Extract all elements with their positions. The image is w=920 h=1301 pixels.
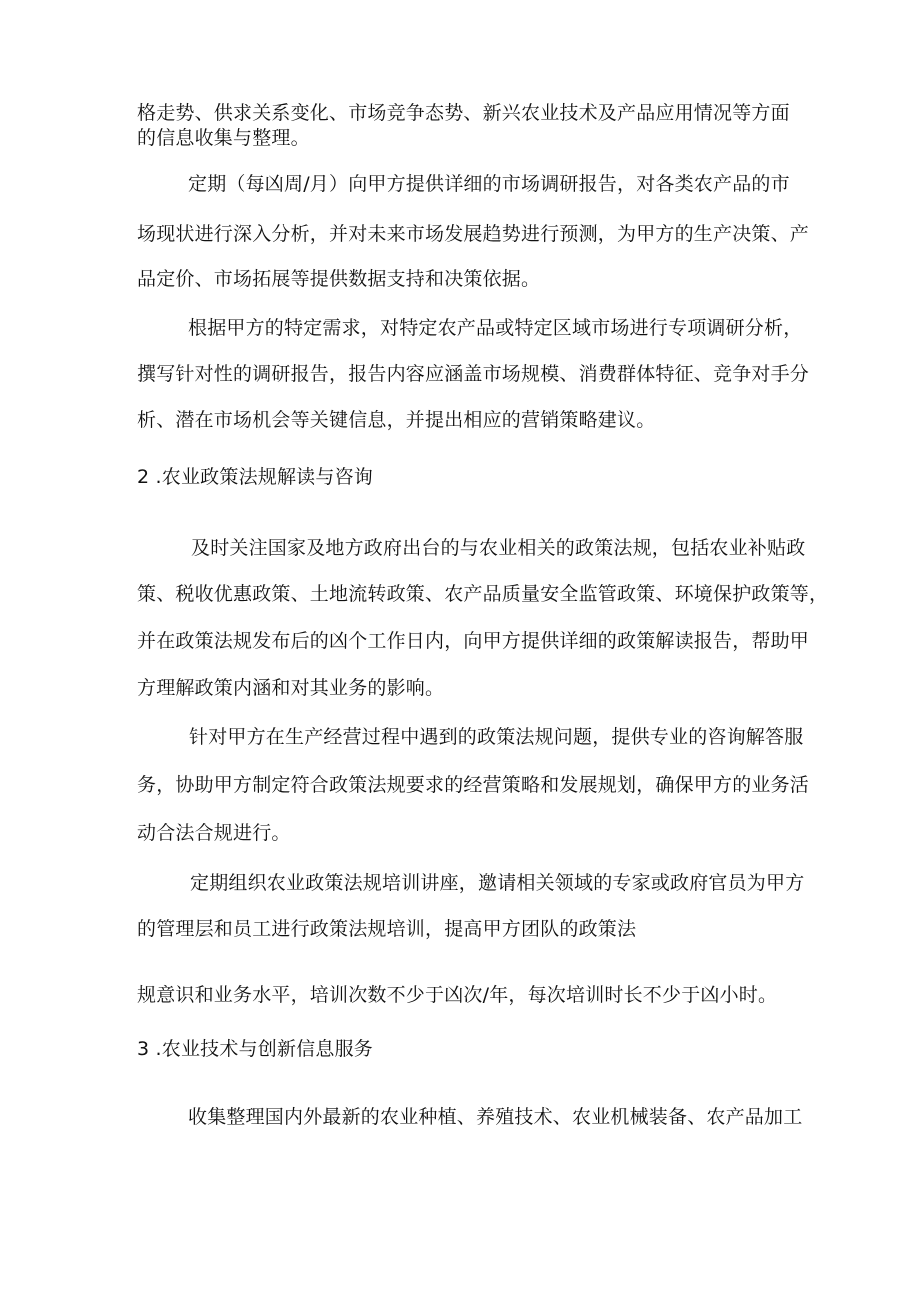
paragraph-line: 并在政策法规发布后的凶个工作日内，向甲方提供详细的政策解读报告，帮助甲 [137, 630, 810, 652]
paragraph-line: 定期组织农业政策法规培训讲座，邀请相关领域的专家或政府官员为甲方 [190, 872, 805, 894]
paragraph-line: 收集整理国内外最新的农业种植、养殖技术、农业机械装备、农产品加工 [188, 1106, 803, 1128]
paragraph-line: 撰写针对性的调研报告，报告内容应涵盖市场规模、消费群体特征、竞争对手分 [137, 363, 810, 385]
paragraph-line: 的管理层和员工进行政策法规培训，提高甲方团队的政策法 [137, 918, 637, 940]
paragraph-line: 方理解政策内涵和对其业务的影响。 [137, 677, 445, 699]
paragraph-line: 及时关注国家及地方政府出台的与农业相关的政策法规，包括农业补贴政 [191, 537, 806, 559]
paragraph-line: 的信息收集与整理。 [137, 127, 310, 149]
paragraph-line: 动合法合规进行。 [137, 822, 291, 844]
paragraph-line: 务，协助甲方制定符合政策法规要求的经营策略和发展规划，确保甲方的业务活 [137, 774, 810, 796]
paragraph-line: 定期（每凶周/月）向甲方提供详细的市场调研报告，对各类农产品的市 [188, 173, 790, 195]
paragraph-line: 策、税收优惠政策、土地流转政策、农产品质量安全监管政策、环境保护政策等， [137, 583, 829, 605]
section-heading: 2 .农业政策法规解读与咨询 [137, 466, 373, 488]
paragraph-line: 品定价、市场拓展等提供数据支持和决策依据。 [137, 268, 541, 290]
paragraph-line: 析、潜在市场机会等关键信息，并提出相应的营销策略建议。 [137, 409, 656, 431]
paragraph-line: 针对甲方在生产经营过程中遇到的政策法规问题，提供专业的咨询解答服 [189, 726, 804, 748]
paragraph-line: 场现状进行深入分析，并对未来市场发展趋势进行预测，为甲方的生产决策、产 [137, 223, 810, 245]
paragraph-line: 根据甲方的特定需求，对特定农产品或特定区域市场进行专项调研分析， [188, 317, 803, 339]
paragraph-line: 规意识和业务水平，培训次数不少于凶次/年，每次培训时长不少于凶小时。 [137, 984, 778, 1006]
paragraph-line: 格走势、供求关系变化、市场竞争态势、新兴农业技术及产品应用情况等方面 [137, 102, 790, 124]
section-heading: 3 .农业技术与创新信息服务 [137, 1038, 373, 1060]
